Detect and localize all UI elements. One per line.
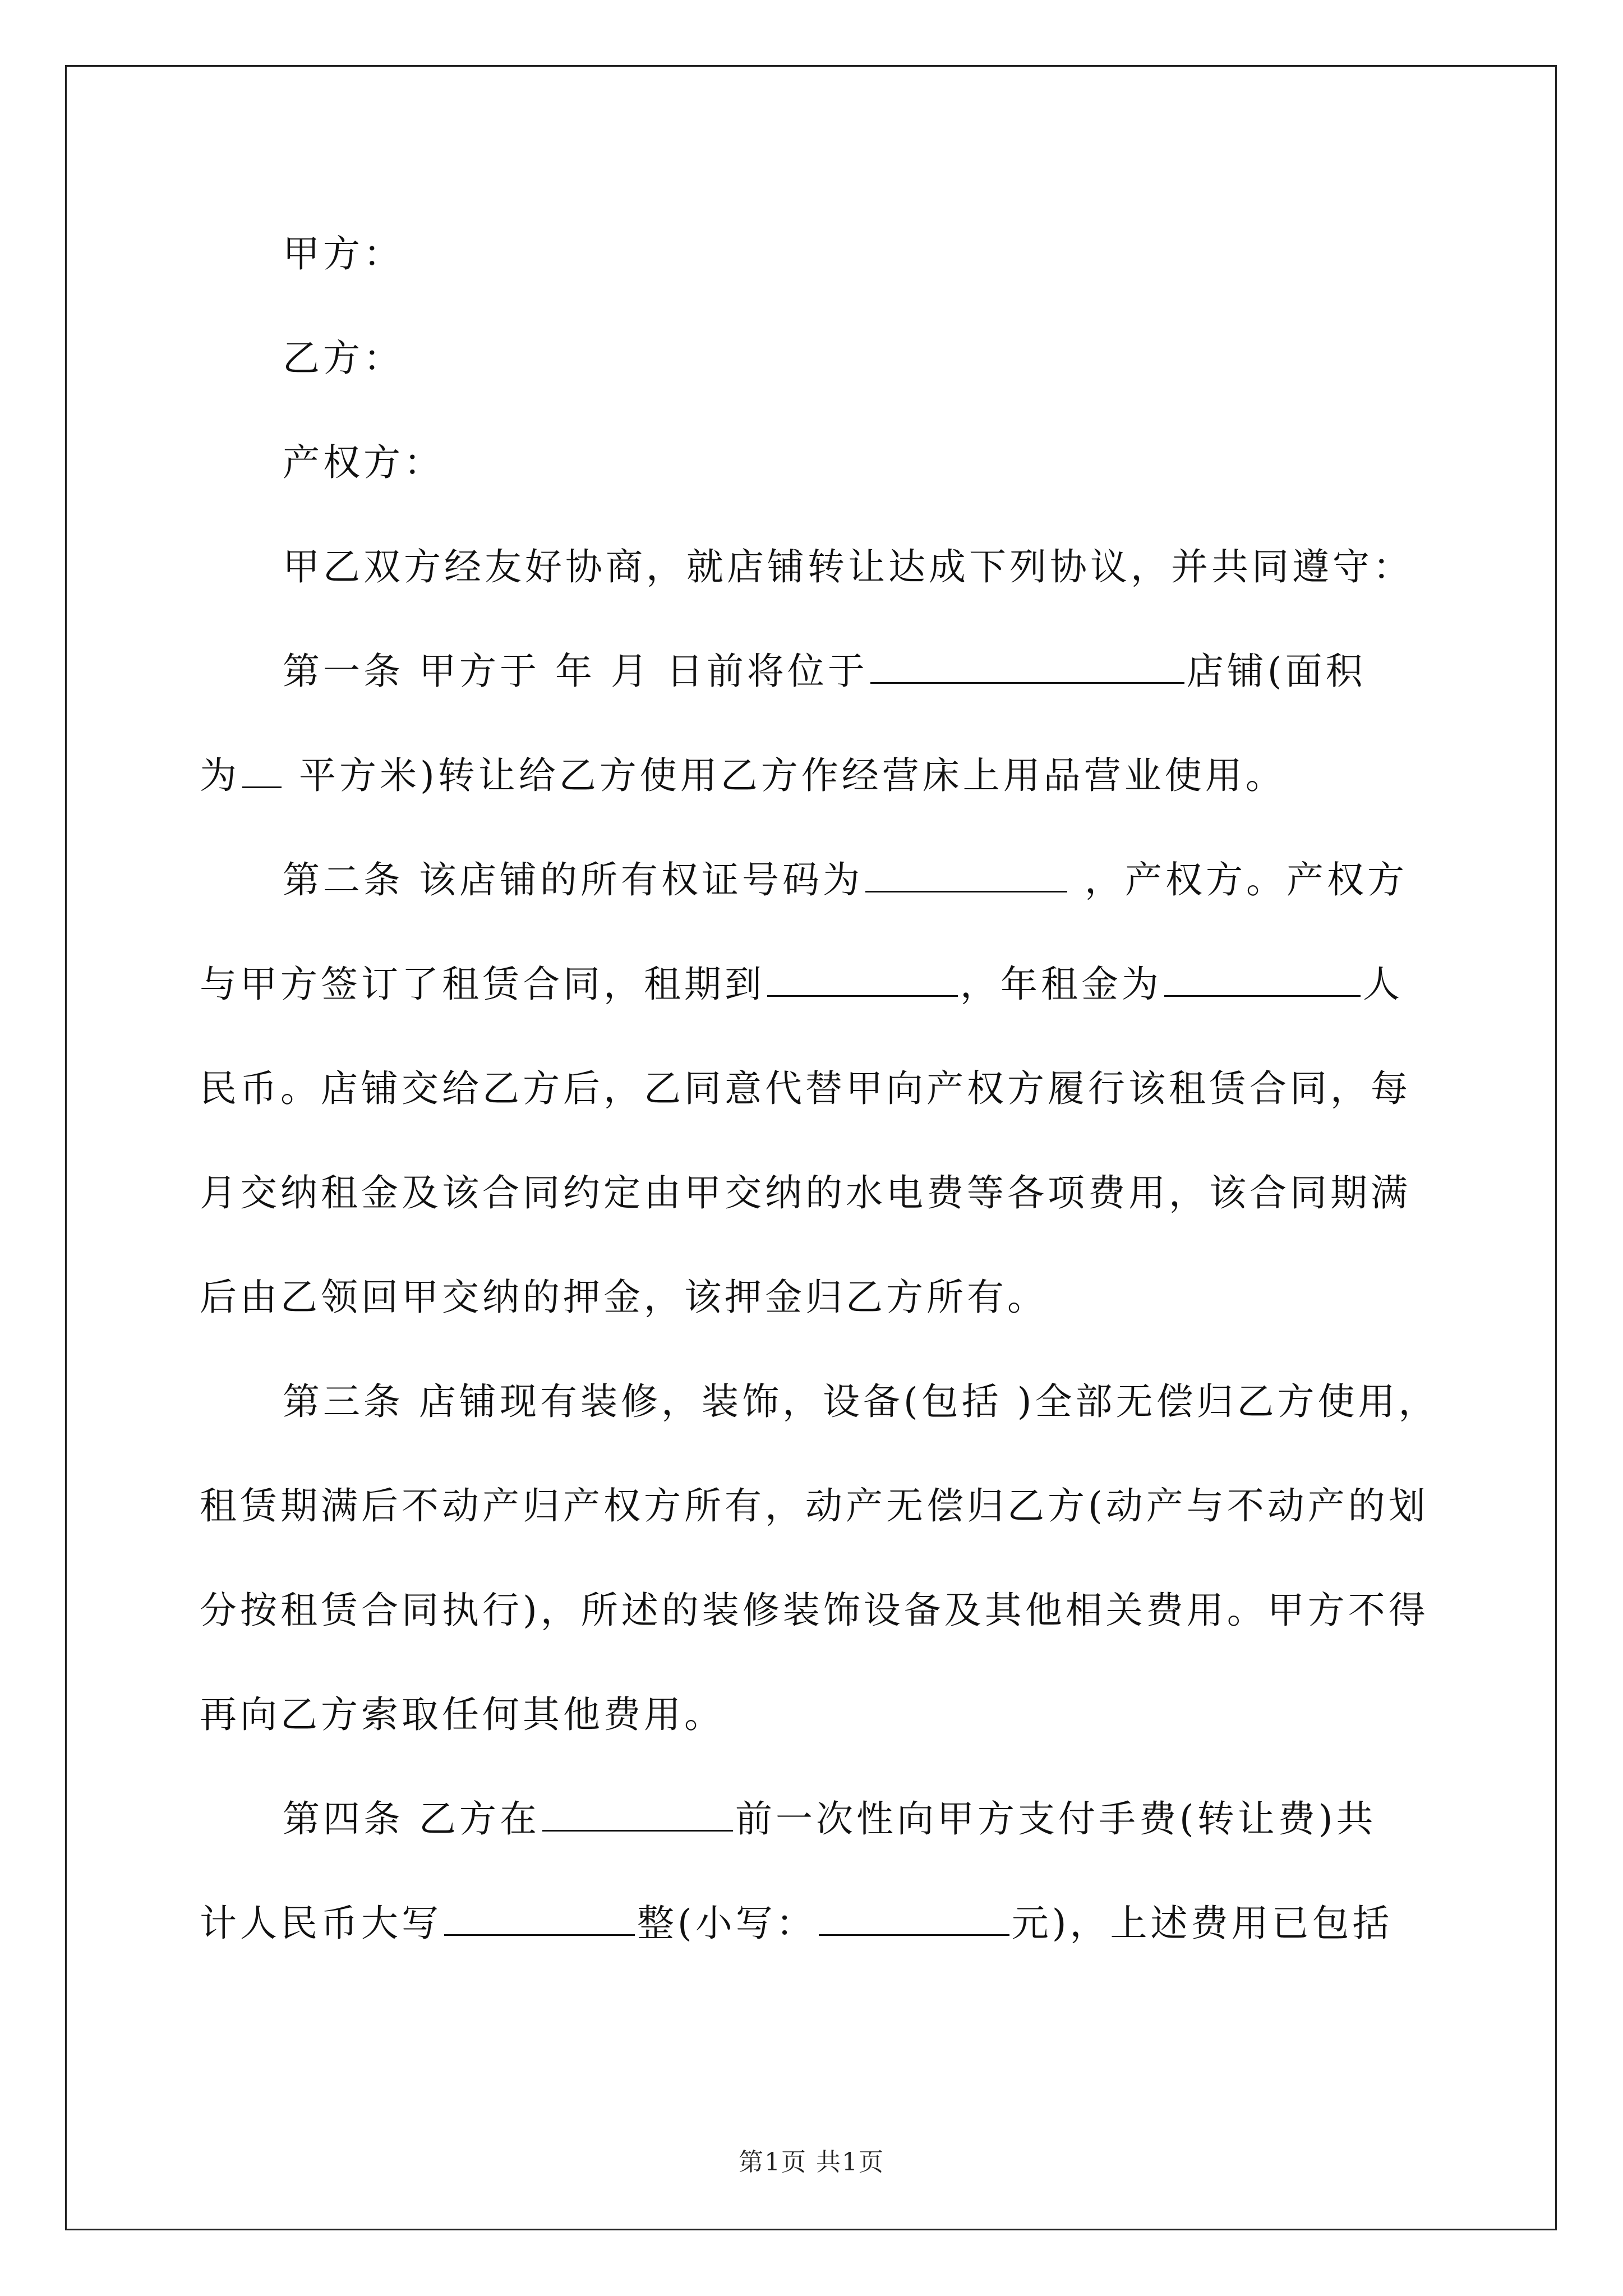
article-2-text: 人 xyxy=(1363,963,1403,1006)
party-b-line xyxy=(283,337,404,380)
article-2-text: 与甲方签订了租赁合同，租期到 xyxy=(200,963,765,1006)
amount-uppercase-blank[interactable] xyxy=(444,1906,635,1936)
intro-paragraph xyxy=(283,545,1413,588)
payment-date-blank[interactable] xyxy=(542,1802,733,1832)
article-2-text: ，年租金为 xyxy=(960,963,1162,1006)
article-3-line-1 xyxy=(283,1380,1439,1423)
page-footer xyxy=(0,2142,1623,2178)
article-4-text: 前一次性向甲方支付手费(转让费)共 xyxy=(735,1797,1377,1841)
article-3-text: 第三条 店铺现有装修，装饰，设备(包括 )全部无偿归乙方使用， xyxy=(283,1380,1439,1423)
article-4-text: 整(小写： xyxy=(637,1902,817,1945)
article-1-text: 店铺(面积 xyxy=(1186,650,1366,693)
annual-rent-blank[interactable] xyxy=(1164,967,1361,997)
article-4-text: 第四条 乙方在 xyxy=(283,1797,540,1841)
article-3-text: 分按租赁合同执行)，所述的装修装饰设备及其他相关费用。甲方不得 xyxy=(200,1589,1429,1632)
article-4-line-1 xyxy=(283,1797,1377,1841)
article-1-text: 为 xyxy=(200,754,240,797)
article-2-line-4 xyxy=(200,1171,1411,1214)
intro-text: 甲乙双方经友好协商，就店铺转让达成下列协议，并共同遵守： xyxy=(283,545,1413,588)
article-4-text: 计人民币大写 xyxy=(200,1902,442,1945)
article-3-text: 再向乙方索取任何其他费用。 xyxy=(200,1693,725,1736)
article-2-text: 民币。店铺交给乙方后，乙同意代替甲向产权方履行该租赁合同，每 xyxy=(200,1067,1411,1110)
party-a-label: 甲方： xyxy=(283,232,404,275)
lease-term-blank[interactable] xyxy=(767,967,958,997)
article-2-line-1 xyxy=(283,858,1408,901)
owner-label: 产权方： xyxy=(283,441,444,484)
article-3-line-4 xyxy=(200,1693,725,1736)
page-number: 第1页 共1页 xyxy=(739,2148,884,2177)
party-a-line xyxy=(283,232,404,275)
article-2-text: 月交纳租金及该合同约定由甲交纳的水电费等各项费用，该合同期满 xyxy=(200,1171,1411,1214)
article-1-text: 平方米)转让给乙方使用乙方作经营床上用品营业使用。 xyxy=(284,754,1286,797)
amount-numeric-blank[interactable] xyxy=(819,1906,1009,1936)
article-2-text: ，产权方。产权方 xyxy=(1069,858,1408,901)
article-3-line-2 xyxy=(200,1484,1429,1527)
article-1-line-1 xyxy=(283,650,1366,693)
article-2-text: 第二条 该店铺的所有权证号码为 xyxy=(283,858,863,901)
article-3-line-3 xyxy=(200,1589,1429,1632)
article-4-line-2 xyxy=(200,1902,1393,1945)
article-3-text: 租赁期满后不动产归产权方所有，动产无偿归乙方(动产与不动产的划 xyxy=(200,1484,1429,1527)
article-1-line-2 xyxy=(200,754,1286,797)
article-1-text: 第一条 甲方于 年 月 日前将位于 xyxy=(283,650,868,693)
article-2-text: 后由乙领回甲交纳的押金，该押金归乙方所有。 xyxy=(200,1276,1048,1319)
area-blank[interactable] xyxy=(242,758,282,788)
article-4-text: 元)，上述费用已包括 xyxy=(1011,1902,1393,1945)
owner-line xyxy=(283,441,444,484)
certificate-number-blank[interactable] xyxy=(865,863,1067,892)
party-b-label: 乙方： xyxy=(283,337,404,380)
article-2-line-5 xyxy=(200,1276,1048,1319)
article-2-line-3 xyxy=(200,1067,1411,1110)
location-blank[interactable] xyxy=(870,654,1184,684)
article-2-line-2 xyxy=(200,963,1403,1006)
